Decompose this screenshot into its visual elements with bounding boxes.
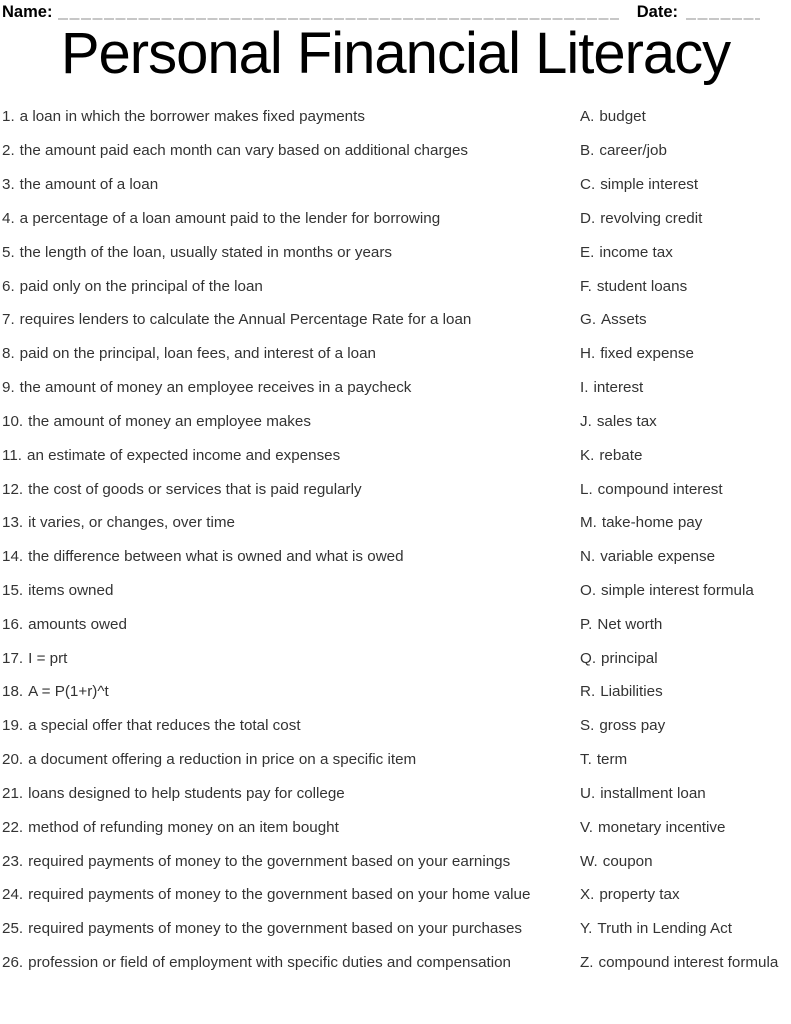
question-item <box>2 447 580 464</box>
answer-item <box>580 954 791 971</box>
question-number: 7. <box>2 311 15 329</box>
question-text: a percentage of a loan amount paid to the lender for borrowing <box>19 209 441 227</box>
answer-letter: M. <box>580 514 597 532</box>
answer-text: budget <box>599 108 646 126</box>
answer-item <box>580 142 791 159</box>
answer-text: interest <box>593 379 644 397</box>
question-item <box>2 954 580 971</box>
question-text: paid only on the principal of the loan <box>19 277 263 295</box>
answer-letter: U. <box>580 784 596 802</box>
answer-text: monetary incentive <box>597 818 726 836</box>
answer-letter: B. <box>580 142 595 160</box>
question-number: 9. <box>2 379 15 397</box>
answer-text: revolving credit <box>600 209 703 227</box>
answer-text: coupon <box>602 852 653 870</box>
answer-text: compound interest formula <box>598 954 779 972</box>
question-text: required payments of money to the government based on your home value <box>28 886 531 904</box>
answer-text: simple interest <box>600 176 699 194</box>
question-number: 3. <box>2 176 15 194</box>
question-item <box>2 210 580 227</box>
answer-item <box>580 751 791 768</box>
answer-text: Truth in Lending Act <box>597 920 732 938</box>
question-text: the amount of money an employee makes <box>28 412 311 430</box>
question-item <box>2 683 580 700</box>
question-number: 19. <box>2 717 24 735</box>
question-item <box>2 379 580 396</box>
header <box>2 1 760 22</box>
answer-item <box>580 886 791 903</box>
question-text: the cost of goods or services that is paid regularly <box>28 480 362 498</box>
question-item <box>2 108 580 125</box>
answer-item <box>580 683 791 700</box>
question-number: 20. <box>2 751 24 769</box>
answer-item <box>580 379 791 396</box>
answer-item <box>580 413 791 430</box>
answer-item <box>580 920 791 937</box>
question-number: 6. <box>2 277 15 295</box>
answer-item <box>580 176 791 193</box>
question-text: a loan in which the borrower makes fixed payments <box>19 108 365 126</box>
matching-list <box>2 100 791 980</box>
answer-letter: R. <box>580 683 596 701</box>
question-item <box>2 244 580 261</box>
answer-letter: Z. <box>580 954 594 972</box>
question-text: the difference between what is owned and what is owed <box>28 548 404 566</box>
question-text: it varies, or changes, over time <box>28 514 235 532</box>
question-text: amounts owed <box>28 615 127 633</box>
answer-item <box>580 108 791 125</box>
answer-item <box>580 853 791 870</box>
answer-item <box>580 616 791 633</box>
answer-letter: L. <box>580 480 593 498</box>
answer-text: student loans <box>596 277 688 295</box>
answer-letter: T. <box>580 751 592 769</box>
question-item <box>2 920 580 937</box>
question-number: 15. <box>2 582 24 599</box>
answer-item <box>580 548 791 565</box>
answer-text: gross pay <box>599 717 666 735</box>
answer-item <box>580 582 791 599</box>
answer-text: term <box>596 751 628 769</box>
answer-item <box>580 311 791 328</box>
answer-item <box>580 278 791 295</box>
answer-text: income tax <box>599 243 673 261</box>
question-number: 22. <box>2 818 24 836</box>
question-text: paid on the principal, loan fees, and interest of a loan <box>19 345 376 363</box>
answer-item <box>580 210 791 227</box>
question-number: 18. <box>2 683 24 701</box>
answer-letter: E. <box>580 243 595 261</box>
answer-item <box>580 447 791 464</box>
question-item <box>2 142 580 159</box>
question-number: 16. <box>2 615 24 633</box>
answer-letter: N. <box>580 548 596 566</box>
answer-letter: X. <box>580 886 595 904</box>
answer-letter: V. <box>580 818 593 836</box>
question-number: 21. <box>2 784 24 802</box>
answer-text: rebate <box>599 446 643 464</box>
question-number: 13. <box>2 514 24 532</box>
question-number: 23. <box>2 852 24 870</box>
question-text: the amount of money an employee receives in a paycheck <box>19 379 412 397</box>
question-item <box>2 481 580 498</box>
question-item <box>2 278 580 295</box>
answer-letter: H. <box>580 345 596 363</box>
answer-text: Liabilities <box>600 683 663 701</box>
answer-text: compound interest <box>597 480 723 498</box>
question-number: 17. <box>2 649 24 667</box>
answer-text: career/job <box>599 142 667 160</box>
question-text: a document offering a reduction in price on a specific item <box>28 751 417 769</box>
question-text: A = P(1+r)^t <box>28 683 109 701</box>
answer-item <box>580 244 791 261</box>
question-item <box>2 819 580 836</box>
answer-letter: W. <box>580 852 598 870</box>
date-label: Date: <box>636 3 678 21</box>
question-item <box>2 650 580 667</box>
answer-letter: Y. <box>580 920 593 938</box>
answer-text: Assets <box>601 311 647 329</box>
answer-letter: G. <box>580 311 597 329</box>
answer-item <box>580 785 791 802</box>
question-number: 2. <box>2 142 15 160</box>
question-text: profession or field of employment with specific duties and compensation <box>28 954 512 972</box>
question-number: 10. <box>2 412 24 430</box>
question-item <box>2 853 580 870</box>
answer-item <box>580 819 791 836</box>
answer-text: simple interest formula <box>601 582 754 599</box>
question-item <box>2 886 580 903</box>
answer-text: Net worth <box>597 615 663 633</box>
question-number: 24. <box>2 886 24 904</box>
answer-letter: A. <box>580 108 595 126</box>
question-item <box>2 176 580 193</box>
answer-letter: I. <box>580 379 589 397</box>
question-item <box>2 785 580 802</box>
question-number: 11. <box>2 446 22 464</box>
answer-letter: O. <box>580 582 597 599</box>
question-item <box>2 345 580 362</box>
question-number: 14. <box>2 548 24 566</box>
answer-item <box>580 345 791 362</box>
answer-text: take-home pay <box>601 514 703 532</box>
answer-text: installment loan <box>600 784 706 802</box>
answer-letter: J. <box>580 412 592 430</box>
question-text: loans designed to help students pay for college <box>28 784 345 802</box>
answer-letter: P. <box>580 615 593 633</box>
question-number: 1. <box>2 108 15 126</box>
question-item <box>2 413 580 430</box>
question-text: required payments of money to the government based on your purchases <box>28 920 523 938</box>
question-text: requires lenders to calculate the Annual Percentage Rate for a loan <box>19 311 472 329</box>
question-text: an estimate of expected income and expenses <box>27 446 341 464</box>
question-item <box>2 717 580 734</box>
answer-text: variable expense <box>600 548 716 566</box>
question-item <box>2 616 580 633</box>
answer-letter: S. <box>580 717 595 735</box>
question-number: 5. <box>2 243 15 261</box>
question-text: method of refunding money on an item bought <box>28 818 339 836</box>
question-item <box>2 514 580 531</box>
name-label: Name: <box>2 3 53 21</box>
question-item <box>2 311 580 328</box>
question-text: the amount paid each month can vary based on additional charges <box>19 142 468 160</box>
question-text: I = prt <box>28 649 68 667</box>
answer-text: property tax <box>599 886 680 904</box>
question-number: 4. <box>2 209 15 227</box>
answer-letter: F. <box>580 277 592 295</box>
question-item <box>2 582 580 599</box>
question-item <box>2 548 580 565</box>
question-number: 26. <box>2 954 24 972</box>
answer-letter: K. <box>580 446 595 464</box>
question-text: required payments of money to the government based on your earnings <box>28 852 511 870</box>
answer-text: principal <box>601 649 658 667</box>
question-number: 12. <box>2 480 24 498</box>
answer-item <box>580 650 791 667</box>
answer-text: sales tax <box>596 412 657 430</box>
answer-letter: Q. <box>580 649 597 667</box>
answer-text: fixed expense <box>600 345 694 363</box>
page-title: Personal Financial Literacy <box>60 21 731 86</box>
answer-item <box>580 481 791 498</box>
answer-item <box>580 717 791 734</box>
question-number: 25. <box>2 920 24 938</box>
question-text: the length of the loan, usually stated in months or years <box>19 243 392 261</box>
question-text: a special offer that reduces the total cost <box>28 717 301 735</box>
question-text: the amount of a loan <box>19 176 159 194</box>
answer-letter: C. <box>580 176 596 194</box>
question-text: items owned <box>28 582 114 599</box>
question-number: 8. <box>2 345 15 363</box>
question-item <box>2 751 580 768</box>
answer-letter: D. <box>580 209 596 227</box>
answer-item <box>580 514 791 531</box>
